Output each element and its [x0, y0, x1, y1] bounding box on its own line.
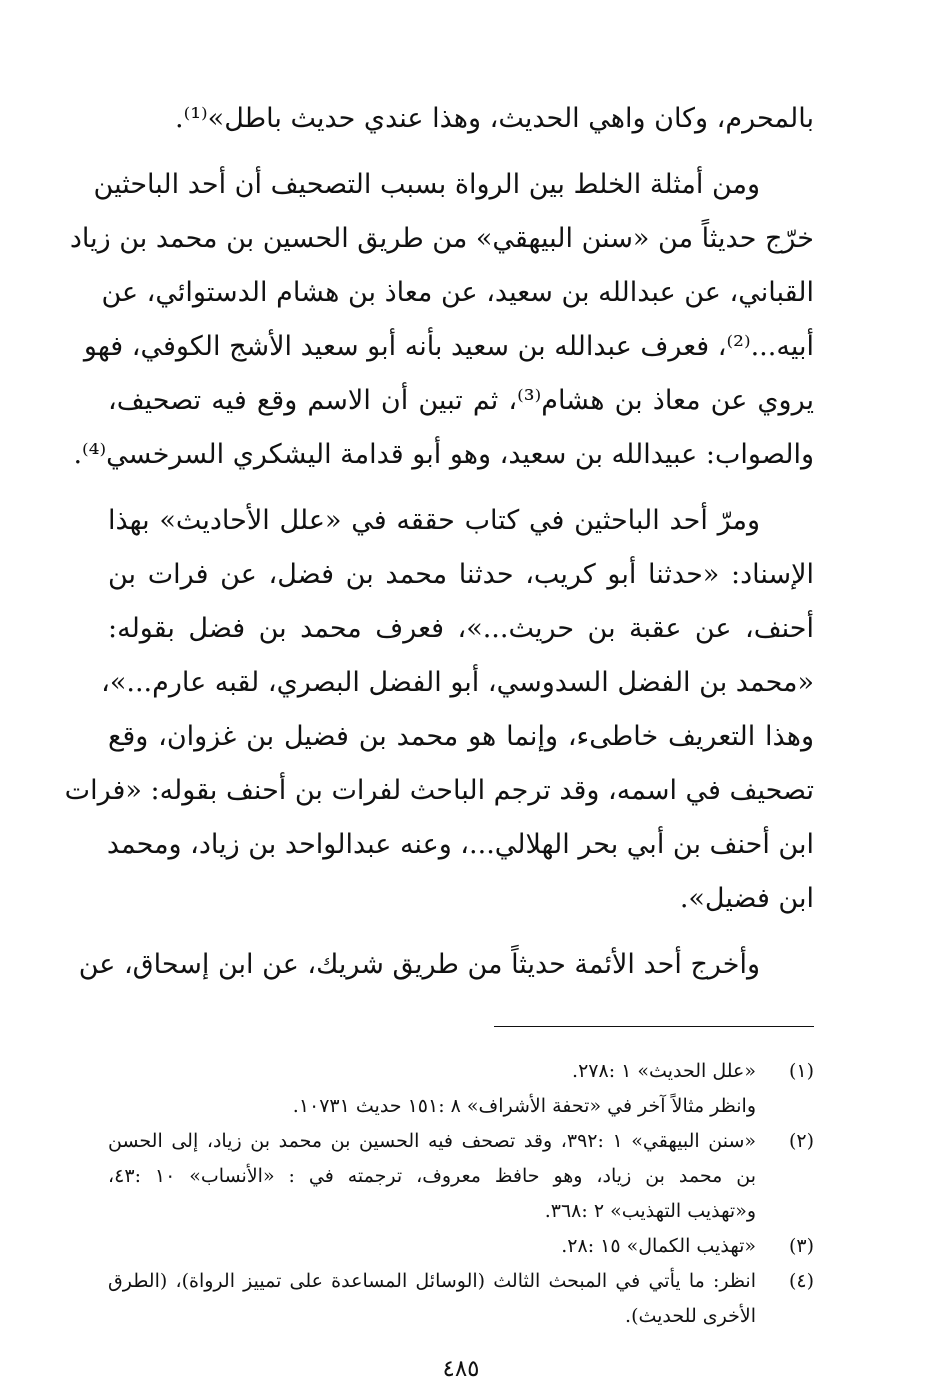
text-line: بالمحرم، وكان واهي الحديث، وهذا عندي حديث باطل»⁽¹⁾.	[175, 103, 814, 134]
text-line: وأخرج أحد الأئمة حديثاً من طريق شريك، عن ابن إسحاق، عن	[78, 949, 760, 980]
footnote-number: (٢)	[788, 1130, 814, 1152]
footnote-line: و«تهذيب التهذيب» ٢ :٣٦٨.	[544, 1200, 756, 1222]
text-line: أبيه...⁽²⁾، فعرف عبدالله بن سعيد بأنه أبو سعيد الأشج الكوفي، فهو	[83, 331, 814, 362]
text-line: خرّج حديثاً من «سنن البيهقي» من طريق الحسين بن محمد بن زياد	[69, 223, 814, 254]
footnotes	[108, 1054, 814, 1334]
text-line: أحنف، عن عقبة بن حريث...»، فعرف محمد بن فضل بقوله:	[108, 613, 814, 644]
footnote-number: (١)	[788, 1060, 814, 1082]
page-number: ٤٨٥	[442, 1356, 480, 1382]
text-line: وهذا التعريف خاطىء، وإنما هو محمد بن فضيل بن غزوان، وقع	[108, 721, 814, 752]
footnote	[108, 1124, 814, 1229]
footnote	[108, 1054, 814, 1124]
footnote-line: «علل الحديث» ١ :٢٧٨.	[572, 1060, 756, 1082]
text-line: ابن فضيل».	[679, 883, 814, 914]
footnote-line: وانظر مثالاً آخر في «تحفة الأشراف» ٨ :١٥١ حديث ١٠٧٣١.	[292, 1095, 756, 1117]
text-line: ومرّ أحد الباحثين في كتاب حققه في «علل الأحاديث» بهذا	[108, 505, 760, 536]
text-line: ابن أحنف بن أبي بحر الهلالي...، وعنه عبدالواحد بن زياد، ومحمد	[106, 829, 814, 860]
footnote	[108, 1229, 814, 1264]
footnote-line: «سنن البيهقي» ١ :٣٩٢، وقد تصحف فيه الحسين بن محمد بن زياد، إلى الحسن	[108, 1130, 756, 1152]
footnote-line: الأخرى للحديث).	[625, 1305, 756, 1327]
main-text	[64, 92, 814, 992]
footnote-line: انظر: ما يأتي في المبحث الثالث (الوسائل المساعدة على تمييز الرواة)، (الطرق	[108, 1270, 756, 1292]
footnote-number: (٣)	[788, 1235, 814, 1257]
text-line: ومن أمثلة الخلط بين الرواة بسبب التصحيف أن أحد الباحثين	[93, 169, 760, 200]
footnote-number: (٤)	[788, 1270, 814, 1292]
footnote-separator	[494, 1026, 814, 1027]
text-line: «محمد بن الفضل السدوسي، أبو الفضل البصري، لقبه عارم...»،	[101, 667, 814, 698]
footnote	[108, 1264, 814, 1334]
text-line: يروي عن معاذ بن هشام⁽³⁾، ثم تبين أن الاسم وقع فيه تصحيف،	[108, 385, 814, 416]
document-page	[64, 92, 814, 1382]
footnote-line: بن محمد بن زياد، وهو حافظ معروف، ترجمته في : «الأنساب» ١٠ :٤٣،	[108, 1165, 756, 1187]
text-line: تصحيف في اسمه، وقد ترجم الباحث لفرات بن أحنف بقوله: «فرات	[64, 775, 814, 806]
text-line: والصواب: عبيدالله بن سعيد، وهو أبو قدامة اليشكري السرخسي⁽⁴⁾.	[73, 439, 814, 470]
footnote-line: «تهذيب الكمال» ١٥ :٢٨.	[561, 1235, 756, 1257]
text-line: القباني، عن عبدالله بن سعيد، عن معاذ بن هشام الدستوائي، عن	[101, 277, 814, 308]
text-line: الإسناد: «حدثنا أبو كريب، حدثنا محمد بن فضل، عن فرات بن	[108, 559, 814, 590]
